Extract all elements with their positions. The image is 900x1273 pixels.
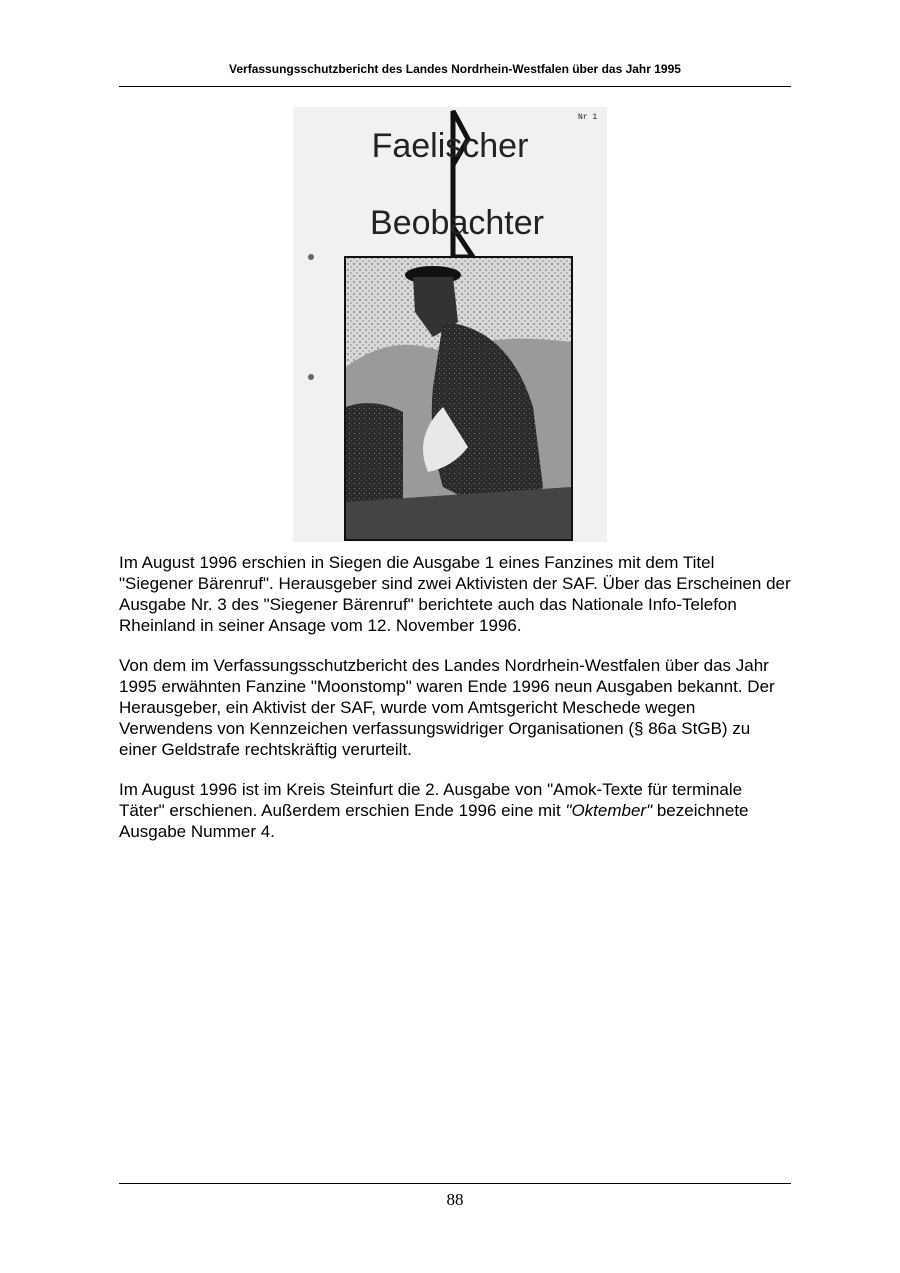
paragraph-3 (119, 779, 791, 842)
body-text (119, 552, 791, 861)
running-header: Verfassungsschutzbericht des Landes Nordrhein-Westfalen über das Jahr 1995 (229, 62, 681, 76)
header-rule (119, 86, 791, 87)
paragraph-3-italic: "Oktember" (565, 801, 653, 820)
paragraph-3-text-a: Im August 1996 ist im Kreis Steinfurt die 2. Ausgabe von "Amok-Texte für terminale Täter" erschienen. Außerdem erschien Ende 1996 eine mit (119, 780, 743, 820)
paragraph-2: Von dem im Verfassungsschutzbericht des Landes Nordrhein-Westfalen über das Jahr 1995 erwähnten Fanzine "Moonstomp" waren Ende 1996 neun Ausgaben bekannt. Der Herausgeber, ein Aktivist der SAF, wurde vom Amtsgericht Meschede wegen Verwendens von Kennzeichen verfassungswidriger Organisationen (§ 86a StGB) zu einer Geldstrafe rechtskräftig verurteilt. (119, 656, 775, 759)
page-number: 88 (446, 1190, 464, 1209)
punch-hole (308, 254, 314, 260)
paragraph-1: Im August 1996 erschien in Siegen die Ausgabe 1 eines Fanzines mit dem Titel "Siegener Bärenruf". Herausgeber sind zwei Aktivisten der SAF. Über das Erscheinen der Ausgabe Nr. 3 des "Siegener Bärenruf" berichtete auch das Nationale Info-Telefon Rheinland in seiner Ansage vom 12. November 1996. (119, 553, 791, 635)
cover-title-line1: Faelischer (371, 127, 529, 165)
cover-title-line2: Beobachter (370, 204, 544, 242)
footer-rule (119, 1183, 791, 1184)
issue-label: Nr 1 (578, 113, 598, 122)
punch-hole (308, 374, 314, 380)
paragraph-3-text-b: bezeichnete Ausgabe Nummer 4. (119, 801, 749, 841)
fanzine-cover-image (293, 107, 607, 542)
